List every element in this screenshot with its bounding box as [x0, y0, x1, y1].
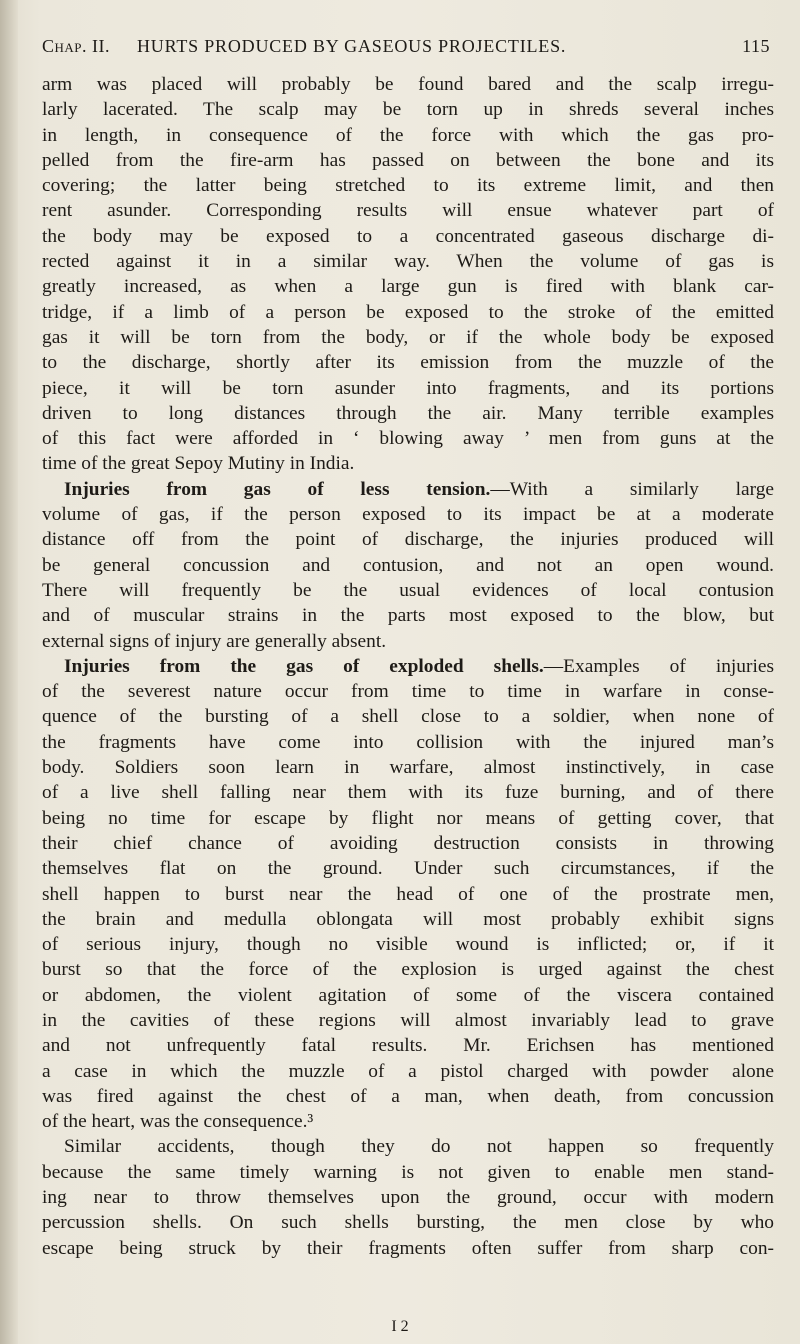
section-heading: Injuries from gas of less tension.: [64, 478, 491, 500]
line-text: quence of the bursting of a shell close to a soldier, when none of: [42, 706, 774, 728]
line-text: larly lacerated. The scalp may be torn up in shreds several inches: [42, 99, 774, 121]
text-line: [42, 679, 774, 704]
line-text: time of the great Sepoy Mutiny in India.: [42, 453, 355, 475]
text-line: [42, 1210, 774, 1235]
line-text: in the cavities of these regions will almost invariably lead to grave: [42, 1009, 774, 1031]
line-text: percussion shells. On such shells bursting, the men close by who: [42, 1212, 774, 1234]
text-line: [42, 1160, 774, 1185]
page-number: 115: [742, 36, 770, 56]
section-heading: Injuries from the gas of exploded shells.: [64, 655, 544, 677]
text-line: [42, 882, 774, 907]
line-text: the brain and medulla oblongata will most probably exhibit signs: [42, 908, 774, 930]
text-line: [42, 1134, 774, 1159]
line-text: was fired against the chest of a man, when death, from concussion: [42, 1085, 774, 1107]
line-text: Similar accidents, though they do not happen so frequently: [64, 1136, 774, 1158]
line-text: of serious injury, though no visible wound is inflicted; or, if it: [42, 934, 774, 956]
text-line: [42, 629, 774, 654]
line-text: rent asunder. Corresponding results will ensue whatever part of: [42, 200, 774, 222]
text-line: [42, 907, 774, 932]
line-text: and not unfrequently fatal results. Mr. Erichsen has mentioned: [42, 1035, 774, 1057]
text-line: [42, 932, 774, 957]
text-line: [42, 249, 774, 274]
line-text: distance off from the point of discharge, the injuries produced will: [42, 529, 774, 551]
text-line: [42, 654, 774, 679]
text-line: [42, 831, 774, 856]
text-line: [42, 72, 774, 97]
line-text: the fragments have come into collision with the injured man’s: [42, 731, 774, 753]
text-line: [42, 1236, 774, 1261]
text-line: [42, 704, 774, 729]
running-header: [42, 36, 770, 62]
text-line: [42, 806, 774, 831]
line-text: or abdomen, the violent agitation of some of the viscera contained: [42, 984, 774, 1006]
line-text: of the heart, was the consequence.³: [42, 1111, 314, 1133]
text-line: [42, 300, 774, 325]
text-line: [42, 1033, 774, 1058]
line-text: shell happen to burst near the head of one of the prostrate men,: [42, 883, 774, 905]
page-gutter-shadow: [0, 0, 18, 1344]
line-text: being no time for escape by flight nor means of getting cover, that: [42, 807, 774, 829]
running-title: HURTS PRODUCED BY GASEOUS PROJECTILES.: [137, 36, 567, 56]
line-text: gas it will be torn from the body, or if the whole body be exposed: [42, 326, 774, 348]
line-text: volume of gas, if the person exposed to its impact be at a moderate: [42, 504, 774, 526]
text-line: [42, 603, 774, 628]
line-text: escape being struck by their fragments often suffer from sharp con-: [42, 1237, 774, 1259]
text-line: [42, 376, 774, 401]
line-text: in length, in consequence of the force with which the gas pro-: [42, 124, 774, 146]
line-text: of a live shell falling near them with its fuze burning, and of there: [42, 782, 774, 804]
chapter-label: Chap. II.: [42, 36, 111, 56]
text-line: [42, 1185, 774, 1210]
line-text: a case in which the muzzle of a pistol charged with powder alone: [42, 1060, 774, 1082]
line-text: piece, it will be torn asunder into fragments, and its portions: [42, 377, 774, 399]
text-line: [42, 856, 774, 881]
line-text: be general concussion and contusion, and not an open wound.: [42, 554, 774, 576]
text-line: [42, 477, 774, 502]
text-line: [42, 502, 774, 527]
text-line: [42, 983, 774, 1008]
line-text: ing near to throw themselves upon the ground, occur with modern: [42, 1187, 774, 1209]
line-text: —With a similarly large: [490, 478, 774, 500]
line-text: greatly increased, as when a large gun is fired with blank car-: [42, 276, 774, 298]
text-line: [42, 1059, 774, 1084]
text-line: [42, 451, 774, 476]
line-text: themselves flat on the ground. Under such circumstances, if the: [42, 858, 774, 880]
text-line: [42, 1109, 774, 1134]
line-text: covering; the latter being stretched to its extreme limit, and then: [42, 175, 774, 197]
line-text: pelled from the fire-arm has passed on between the bone and its: [42, 149, 774, 171]
line-text: There will frequently be the usual evidences of local contusion: [42, 579, 774, 601]
text-line: [42, 426, 774, 451]
line-text: of this fact were afforded in ‘ blowing away ’ men from guns at the: [42, 428, 774, 450]
text-line: [42, 1008, 774, 1033]
line-text: of the severest nature occur from time to time in warfare in conse-: [42, 681, 774, 703]
text-line: [42, 97, 774, 122]
line-text: driven to long distances through the air. Many terrible examples: [42, 402, 774, 424]
text-line: [42, 401, 774, 426]
body-text: [42, 72, 774, 1261]
line-text: to the discharge, shortly after its emission from the muzzle of the: [42, 352, 774, 374]
line-text: body. Soldiers soon learn in warfare, almost instinctively, in case: [42, 757, 774, 779]
line-text: —Examples of injuries: [543, 655, 774, 677]
text-line: [42, 123, 774, 148]
text-line: [42, 173, 774, 198]
text-line: [42, 957, 774, 982]
line-text: their chief chance of avoiding destruction consists in throwing: [42, 832, 774, 854]
line-text: external signs of injury are generally absent.: [42, 630, 387, 652]
line-text: because the same timely warning is not given to enable men stand-: [42, 1161, 774, 1183]
signature-mark: I 2: [391, 1318, 409, 1335]
text-line: [42, 198, 774, 223]
text-line: [42, 148, 774, 173]
line-text: rected against it in a similar way. When the volume of gas is: [42, 251, 774, 273]
line-text: the body may be exposed to a concentrated gaseous discharge di-: [42, 225, 774, 247]
line-text: tridge, if a limb of a person be exposed to the stroke of the emitted: [42, 301, 774, 323]
text-line: [42, 325, 774, 350]
text-line: [42, 350, 774, 375]
text-line: [42, 730, 774, 755]
text-line: [42, 553, 774, 578]
line-text: arm was placed will probably be found bared and the scalp irregu-: [42, 74, 774, 95]
text-line: [42, 1084, 774, 1109]
text-line: [42, 578, 774, 603]
text-line: [42, 224, 774, 249]
text-line: [42, 527, 774, 552]
text-line: [42, 755, 774, 780]
line-text: burst so that the force of the explosion is urged against the chest: [42, 959, 774, 981]
text-line: [42, 780, 774, 805]
text-line: [42, 274, 774, 299]
line-text: and of muscular strains in the parts most exposed to the blow, but: [42, 605, 774, 627]
